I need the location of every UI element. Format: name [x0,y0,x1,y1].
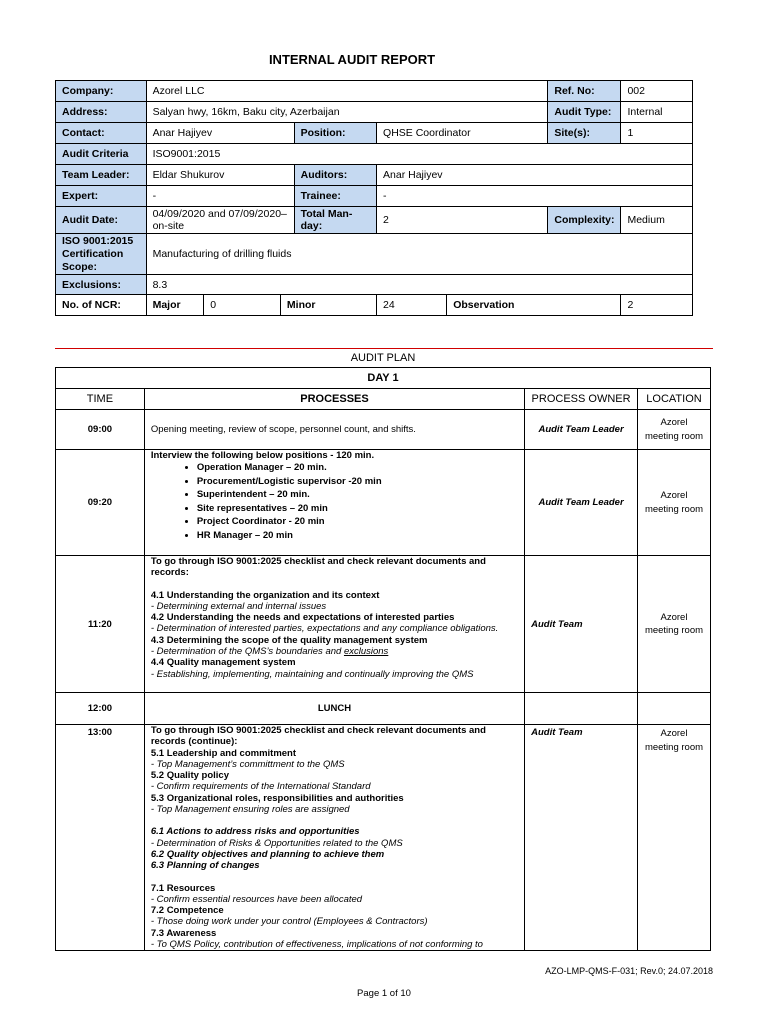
row-time: 09:20 [56,450,145,556]
col-processes: PROCESSES [144,389,524,410]
row-time: 12:00 [56,693,145,725]
clause-heading: 5.2 Quality policy [150,770,229,782]
clause-heading: 4.2 Understanding the needs and expectations of interested parties [150,612,455,624]
contact-label: Contact: [56,123,147,144]
row-owner: Audit Team Leader [525,410,638,450]
clause-detail: - Establishing, implementing, maintaining and continually improving the QMS [150,668,474,680]
process-intro: To go through ISO 9001:2025 checklist and check relevant documents and records: [150,556,486,579]
manday-value: 2 [377,207,548,234]
company-label: Company: [56,81,147,102]
ref-value: 002 [621,81,693,102]
table-row [56,725,711,951]
clause-heading: 6.1 Actions to address risks and opportunities [150,826,360,838]
clause-detail: - Top Management ensuring roles are assigned [150,804,350,816]
scope-label: ISO 9001:2015 Certification Scope: [56,234,147,275]
clause-detail: - Determination of Risks & Opportunities related to the QMS [150,837,403,849]
day-header: DAY 1 [56,368,711,389]
minor-value: 24 [377,295,447,316]
row-location: Azorel meeting room [637,450,710,556]
col-time: TIME [56,389,145,410]
major-label: Major [146,295,204,316]
audit-date-value: 04/09/2020 and 07/09/2020– on-site [146,207,294,234]
clause-heading: 5.3 Organizational roles, responsibilities and authorities [150,792,404,804]
expert-label: Expert: [56,186,147,207]
list-item: • Project Coordinator - 20 min [197,515,518,529]
audit-plan-caption: AUDIT PLAN [350,352,416,364]
criteria-value: ISO9001:2015 [146,144,692,165]
audit-plan-table [55,367,711,951]
audit-type-value: Internal [621,102,693,123]
trainee-value: - [377,186,693,207]
clause-heading: 4.1 Understanding the organization and its context [150,589,380,601]
sites-label: Site(s): [548,123,621,144]
clause-heading: 7.1 Resources [150,882,216,894]
row-owner: Audit Team Leader [525,450,638,556]
observation-label: Observation [447,295,621,316]
observation-value: 2 [621,295,693,316]
clause-detail: - Determining external and internal issues [150,600,327,612]
process-intro: To go through ISO 9001:2025 checklist and check relevant documents and records (continue): [150,725,486,748]
clause-heading: 6.3 Planning of changes [150,860,260,872]
row-process [144,556,524,693]
list-item: • HR Manager – 20 min [197,529,518,543]
clause-heading: 7.3 Awareness [150,927,217,939]
table-row [56,410,711,450]
audit-date-label: Audit Date: [56,207,147,234]
list-item: • Superintendent – 20 min. [197,488,518,502]
manday-label: Total Man-day: [294,207,376,234]
table-row [56,450,711,556]
clause-heading: 5.1 Leadership and commitment [150,747,297,759]
trainee-label: Trainee: [294,186,376,207]
complexity-value: Medium [621,207,693,234]
list-item: • Site representatives – 20 min [197,502,518,516]
clause-detail: - Determination of interested parties, expectations and any compliance obligations. [150,623,499,635]
list-item: • Operation Manager – 20 min. [197,461,518,475]
criteria-label: Audit Criteria [56,144,147,165]
sites-value: 1 [621,123,693,144]
team-leader-value: Eldar Shukurov [146,165,294,186]
audit-type-label: Audit Type: [548,102,621,123]
row-process [144,450,524,556]
complexity-label: Complexity: [548,207,621,234]
row-location: Azorel meeting room [637,410,710,450]
row-owner: Audit Team [525,556,638,693]
clause-heading: 4.3 Determining the scope of the quality management system [150,634,428,646]
table-row [56,556,711,693]
audit-header-table [55,80,693,316]
document-reference: AZO-LMP-QMS-F-031; Rev.0; 24.07.2018 [545,966,713,976]
row-owner [525,693,638,725]
contact-value: Anar Hajiyev [146,123,294,144]
row-time: 13:00 [56,725,145,951]
col-location: LOCATION [637,389,710,410]
row-process: Opening meeting, review of scope, personnel count, and shifts. [144,410,524,450]
clause-detail: - Confirm essential resources have been allocated [150,893,363,905]
row-process [144,725,524,951]
page-number: Page 1 of 10 [357,988,411,999]
team-leader-label: Team Leader: [56,165,147,186]
list-item: • Procurement/Logistic supervisor -20 min [197,475,518,489]
process-intro: Interview the following below positions - 120 min. [150,450,375,461]
clause-detail: - Confirm requirements of the International Standard [150,781,371,793]
ncr-label: No. of NCR: [56,295,147,316]
company-value: Azorel LLC [146,81,548,102]
row-owner: Audit Team [525,725,638,951]
address-value: Salyan hwy, 16km, Baku city, Azerbaijan [146,102,548,123]
col-owner: PROCESS OWNER [525,389,638,410]
exclusions-value: 8.3 [146,275,692,295]
row-location [637,693,710,725]
row-time: 09:00 [56,410,145,450]
clause-heading: 6.2 Quality objectives and planning to achieve them [150,848,385,860]
row-time: 11:20 [56,556,145,693]
auditors-label: Auditors: [294,165,376,186]
position-label: Position: [294,123,376,144]
address-label: Address: [56,102,147,123]
clause-heading: 7.2 Competence [150,905,224,917]
exclusions-label: Exclusions: [56,275,147,295]
row-location: Azorel meeting room [637,556,710,693]
auditors-value: Anar Hajiyev [377,165,693,186]
minor-label: Minor [280,295,376,316]
expert-value: - [146,186,294,207]
section-divider [55,348,713,349]
clause-detail: - Determination of the QMS’s boundaries and exclusions [150,646,389,658]
clause-detail: - To QMS Policy, contribution of effectiveness, implications of not conforming to [150,939,483,951]
document-title: INTERNAL AUDIT REPORT [268,52,436,67]
clause-heading: 4.4 Quality management system [150,657,296,669]
ref-label: Ref. No: [548,81,621,102]
row-location: Azorel meeting room [637,725,710,951]
major-value: 0 [204,295,281,316]
position-value: QHSE Coordinator [377,123,548,144]
table-row [56,693,711,725]
interview-list [151,461,518,542]
row-process: LUNCH [144,693,524,725]
clause-detail: - Top Management’s committment to the QMS [150,758,345,770]
scope-value: Manufacturing of drilling fluids [146,234,692,275]
clause-detail: - Those doing work under your control (Employees & Contractors) [150,916,428,928]
